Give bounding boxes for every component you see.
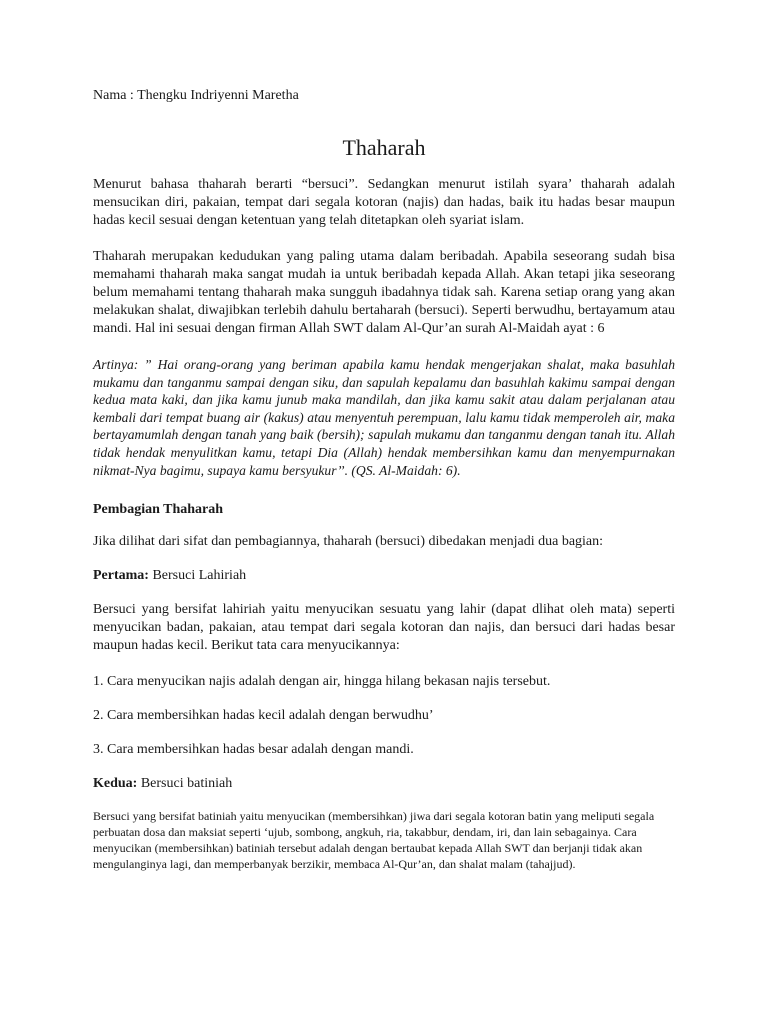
first-type-heading xyxy=(93,567,675,585)
second-type-heading xyxy=(93,775,675,793)
paragraph-importance: Thaharah merupakan kedudukan yang paling utama dalam beribadah. Apabila seseorang sudah bisa memahami thaharah maka sangat mudah ia untuk beribadah kepada Allah. Akan tetapi jika seseorang belum memahami tentang thaharah maka sungguh ibadahnya tidak sah. Karena setiap orang yang akan melakukan shalat, diwajibkan terlebih dahulu bertaharah (bersuci). Seperti berwudhu, bertayamum atau mandi. Hal ini sesuai dengan firman Allah SWT dalam Al-Qur’an surah Al-Maidah ayat : 6 xyxy=(93,249,675,336)
section-heading: Pembagian Thaharah xyxy=(93,502,224,518)
first-type-label: Pertama: xyxy=(93,568,149,584)
paragraph-division-intro: Jika dilihat dari sifat dan pembagiannya, thaharah (bersuci) dibedakan menjadi dua bagian: xyxy=(93,534,604,550)
second-type-text: Bersuci batiniah xyxy=(137,776,233,792)
author-line: Nama : Thengku Indriyenni Maretha xyxy=(93,88,299,103)
list-item: 2. Cara membersihkan hadas kecil adalah dengan berwudhu’ xyxy=(93,708,434,724)
document-content xyxy=(93,86,675,872)
page-title: Thaharah xyxy=(342,135,426,160)
paragraph-translation: Artinya: ” Hai orang-orang yang beriman apabila kamu hendak mengerjakan shalat, maka basuhlah mukamu dan tanganmu sampai dengan siku, dan sapulah kepalamu dan basuhlah kakimu sampai dengan kedua mata kaki, dan jika kamu junub maka mandilah, dan jika kamu sakit atau dalam perjalanan atau kembali dari tempat buang air (kakus) atau menyentuh perempuan, lalu kamu tidak memperoleh air, maka bertayamumlah dengan tanah yang baik (bersih); sapulah mukamu dan tanganmu dengan tanah itu. Allah tidak hendak menyulitkan kamu, tetapi Dia (Allah) hendak membersihkan kamu dan menyempurnakan nikmat-Nya bagimu, supaya kamu bersyukur’’. (QS. Al-Maidah: 6). xyxy=(93,357,675,478)
paragraph-batiniah: Bersuci yang bersifat batiniah yaitu menyucikan (membersihkan) jiwa dari segala kotoran batin yang meliputi segala perbuatan dosa dan maksiat seperti ‘ujub, sombong, angkuh, ria, takabbur, dendam, iri, dan lain sebagainya. Cara menyucikan (membersihkan) batiniah tersebut adalah dengan bertaubat kepada Allah SWT dan berjanji tidak akan mengulanginya lagi, dan memperbanyak berzikir, membaca Al-Qur’an, dan shalat malam (tahajjud). xyxy=(93,809,655,871)
list-item: 1. Cara menyucikan najis adalah dengan air, hingga hilang bekasan najis tersebut. xyxy=(93,674,551,690)
paragraph-lahiriah: Bersuci yang bersifat lahiriah yaitu menyucikan sesuatu yang lahir (dapat dlihat oleh mata) seperti menyucikan badan, pakaian, atau tempat dari segala kotoran dan najis, dan bersuci dari hadas besar maupun hadas kecil. Berikut tata cara menyucikannya: xyxy=(93,602,675,654)
second-type-label: Kedua: xyxy=(93,776,138,792)
paragraph-definition: Menurut bahasa thaharah berarti “bersuci”. Sedangkan menurut istilah syara’ thaharah adalah mensucikan diri, pakaian, tempat dari segala kotoran (najis) dan hadas, baik itu hadas besar maupun hadas kecil sesuai dengan ketentuan yang telah ditetapkan oleh syariat islam. xyxy=(93,177,675,228)
list-item: 3. Cara membersihkan hadas besar adalah dengan mandi. xyxy=(93,742,414,758)
first-type-text: Bersuci Lahiriah xyxy=(148,568,247,584)
